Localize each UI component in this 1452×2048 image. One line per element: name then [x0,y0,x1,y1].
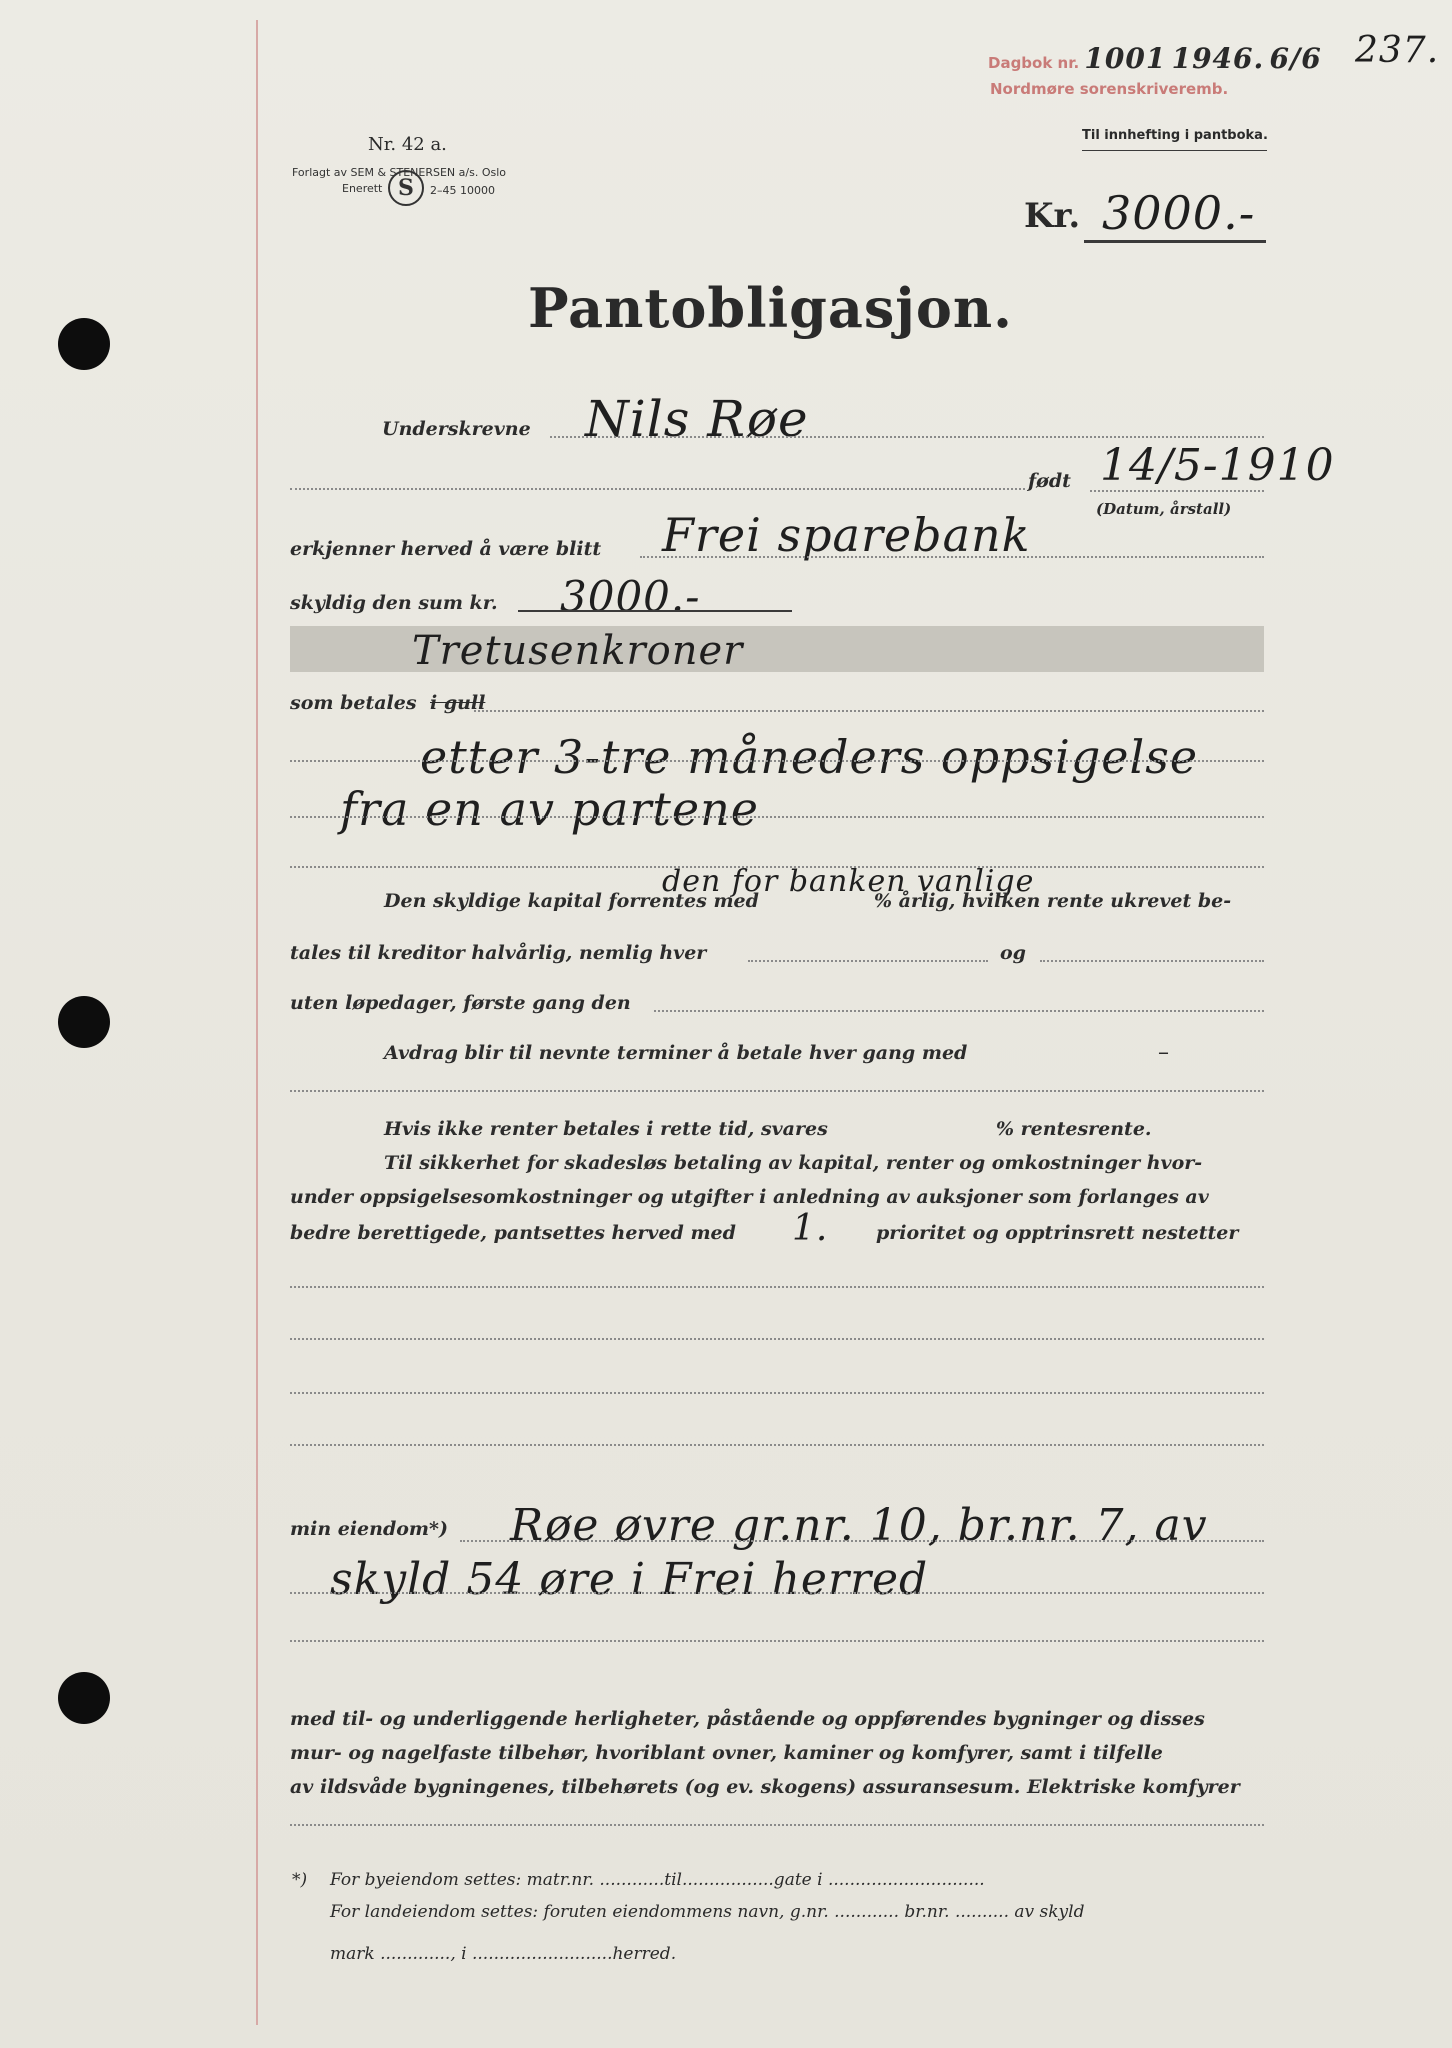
punch-hole [58,996,110,1048]
property-line-2: skyld 54 øre i Frei herred [330,1554,929,1605]
halvarlig-line-1 [748,960,988,962]
stamp-label: Dagbok nr. [988,54,1080,72]
punch-hole [58,318,110,370]
sum-value: 3000.- [560,572,701,621]
halvarlig-line-2 [1040,960,1264,962]
birth-date: 14/5-1910 [1100,440,1335,491]
tilbehor-rule [290,1824,1264,1826]
property-line-2-rule [290,1592,1264,1594]
sum-underline [518,610,792,612]
fodt-label: født [1028,470,1071,492]
tilbehor-line-1: med til- og underliggende herligheter, påstående og oppførendes bygninger og disses [290,1708,1205,1730]
sikkerhet-line-1: Til sikkerhet for skadesløs betaling av kapital, renter og omkostninger hvor- [384,1152,1203,1174]
halvarlig-text: tales til kreditor halvårlig, nemlig hver [290,942,707,964]
page-number: 237. [1355,30,1440,71]
avdrag-text: Avdrag blir til nevnte terminer å betale hver gang med [384,1042,968,1064]
red-margin-line [256,20,258,2025]
amount-label: Kr. [1024,196,1081,236]
lopedager-text: uten løpedager, første gang den [290,992,631,1014]
sikkerhet-line-3b: prioritet og opptrinsrett nestetter [876,1222,1239,1244]
sum-in-words: Tretusenkroner [412,628,744,674]
footnote-line-1: For byeiendom settes: matr.nr. ............til.................gate i ............................. [330,1870,985,1890]
blank-rule [290,1286,1264,1288]
publisher-code: 2–45 10000 [430,184,495,197]
footnote-line-2: For landeiendom settes: foruten eiendommens navn, g.nr. ............ br.nr. .......... av skyld [330,1902,1085,1922]
skyldig-label: skyldig den sum kr. [290,592,498,614]
name-continuation-line [290,488,1025,490]
form-number: Nr. 42 a. [368,134,447,155]
blank-rule [290,1392,1264,1394]
stamp-year: 1946. [1171,42,1265,75]
property-line-1: Røe øvre gr.nr. 10, br.nr. 7, av [510,1500,1208,1551]
stamp-date: 6/6 [1269,42,1322,75]
underskrevne-line [550,436,1264,438]
terms-line-2-rule [290,816,1264,818]
amount-underline [1084,240,1266,243]
erkjenner-label: erkjenner herved å være blitt [290,538,602,560]
tilbehor-line-2: mur- og nagelfaste tilbehør, hvoriblant ovner, kaminer og komfyrer, samt i tilfelle [290,1742,1163,1764]
blank-rule [290,1338,1264,1340]
eiendom-label: min eiendom*) [290,1518,448,1540]
footnote-line-3: mark ............., i ..........................herred. [330,1944,677,1964]
interest-text-b: % årlig, hvilken rente ukrevet be- [874,890,1232,912]
property-line-1-rule [460,1540,1264,1542]
terms-line-1: etter 3-tre måneders oppsigelse [420,730,1199,784]
lopedager-line [654,1010,1264,1012]
publisher-rights: Enerett [342,182,383,195]
avdrag-value: – [1158,1040,1169,1065]
blank-rule [290,1444,1264,1446]
rentesrente-text: % rentesrente. [996,1118,1152,1140]
tilbehor-line-3: av ildsvåde bygningenes, tilbehørets (og ev. skogens) assuransesum. Elektriske komfyrer [290,1776,1240,1798]
terms-line-1-rule [290,760,1264,762]
interest-insert: den for banken vanlige [662,864,1035,899]
stamp-number: 1001 [1084,42,1167,75]
punch-hole [58,1672,110,1724]
avdrag-rule [290,1090,1264,1092]
binding-note-underline [1082,150,1267,151]
stamp-office: Nordmøre sorenskriveremb. [990,80,1229,98]
betales-struck-gold: i gull [430,692,486,714]
underskrevne-label: Underskrevne [382,418,531,440]
document-title: Pantobligasjon. [528,276,1013,340]
footnote-mark: *) [292,1870,308,1890]
amount-value: 3000.- [1102,186,1256,240]
creditor-name: Frei sparebank [662,508,1031,562]
binding-note: Til innhefting i pantboka. [1082,128,1268,143]
publisher-line: Forlagt av SEM & STENERSEN a/s. Oslo [292,166,506,179]
priority-value: 1. [792,1208,829,1249]
terms-line-2: fra en av partene [340,782,759,836]
debtor-name: Nils Røe [585,390,809,448]
creditor-line [640,556,1264,558]
sikkerhet-line-2: under oppsigelsesomkostninger og utgifter i anledning av auksjoner som forlanges av [290,1186,1209,1208]
hvis-text: Hvis ikke renter betales i rette tid, svares [384,1118,828,1140]
publisher-logo-icon: S [388,170,424,206]
betales-line [474,710,1264,712]
birth-date-hint: (Datum, årstall) [1096,500,1232,518]
halvarlig-og: og [1000,942,1026,964]
property-blank-rule [290,1640,1264,1642]
registry-stamp [988,42,1322,75]
sikkerhet-line-3: bedre berettigede, pantsettes herved med [290,1222,736,1244]
betales-label: som betales [290,692,417,714]
birth-date-line [1090,490,1264,492]
interest-text: Den skyldige kapital forrentes med [384,890,759,912]
